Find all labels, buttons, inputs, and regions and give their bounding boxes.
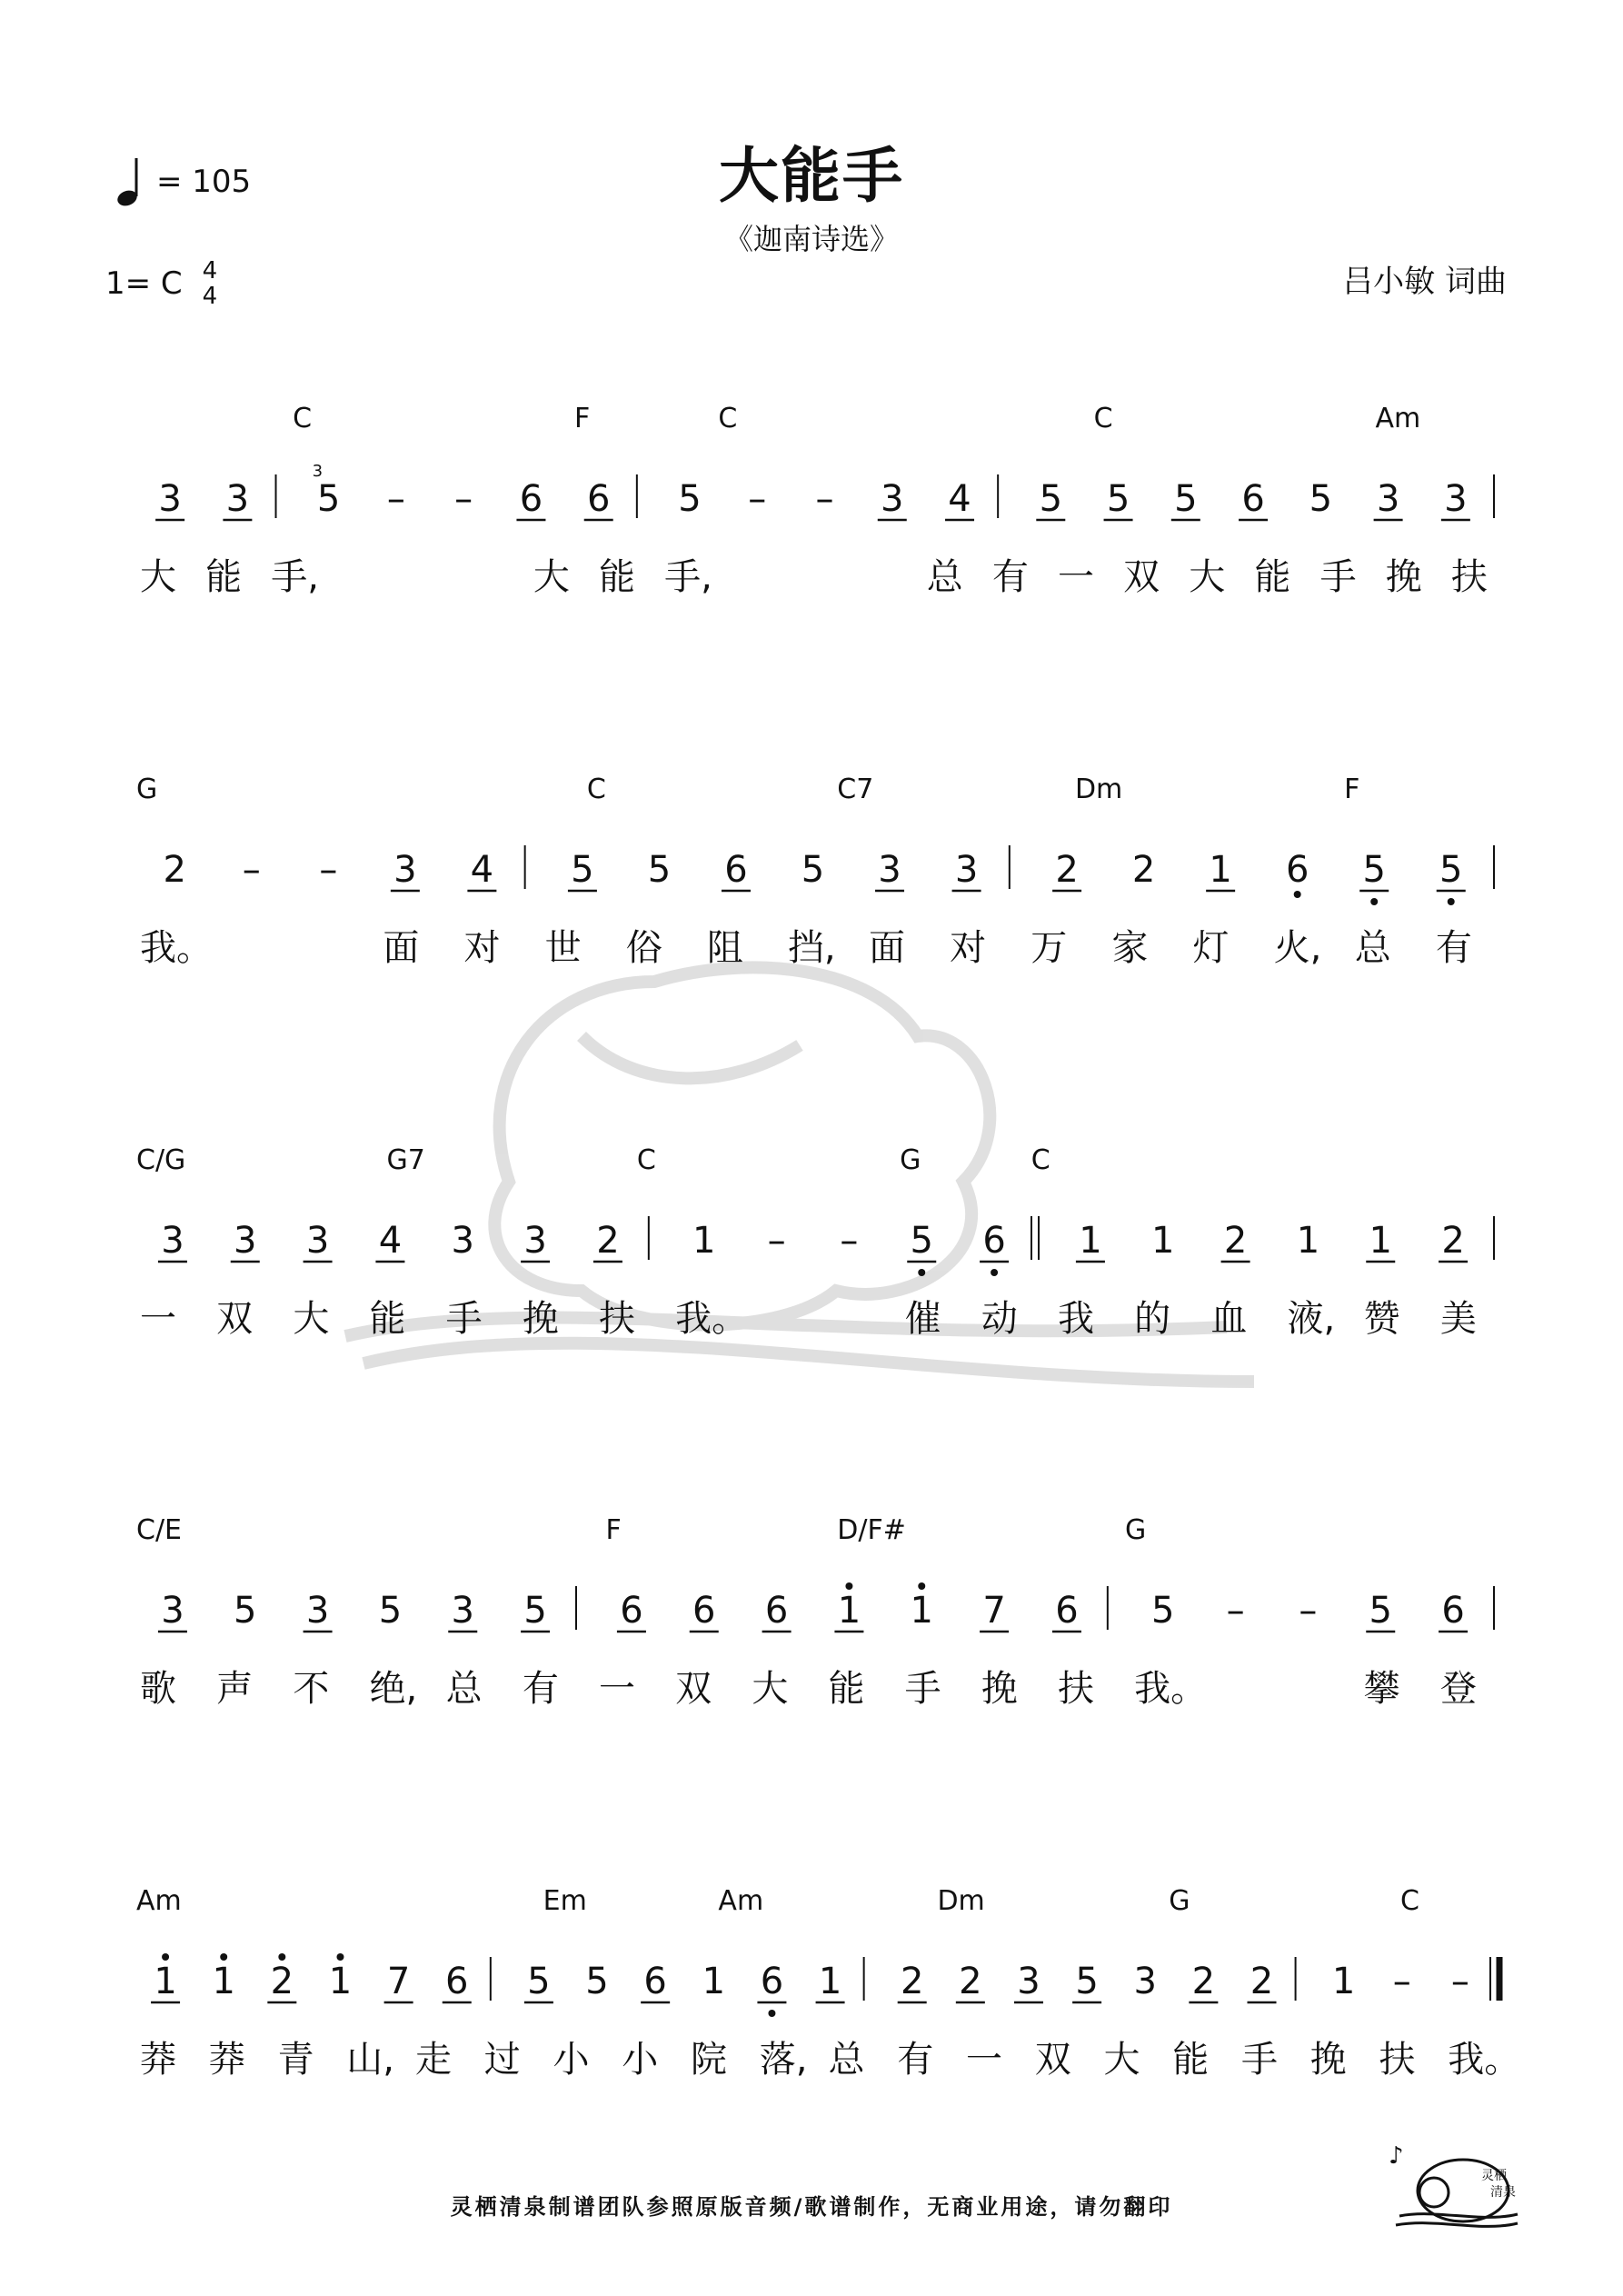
lyric-char: 一	[599, 1668, 635, 1710]
octave-low-dot	[1370, 898, 1378, 905]
chord-symbol: C	[718, 403, 738, 434]
lyric-char: 手	[1241, 2039, 1278, 2081]
note-digit: 5	[801, 849, 825, 891]
chord-symbol: C	[1093, 403, 1113, 434]
note-digit: 6	[1285, 849, 1309, 891]
lyric-char: 挽	[1385, 556, 1422, 598]
time-signature-bottom: 4	[202, 283, 218, 310]
note-digit: 5	[527, 1961, 551, 2002]
lyric-char: 一	[1058, 556, 1094, 598]
note-digit: 5	[1075, 1961, 1099, 2002]
note-digit: 1	[154, 1961, 177, 2002]
lyric-char: 山,	[346, 2039, 394, 2081]
lyric-char: 手,	[664, 556, 712, 598]
note-digit: 4	[948, 478, 971, 520]
dash-extension: –	[386, 478, 405, 520]
chord-symbol: C	[293, 403, 313, 434]
lyric-char: 小	[622, 2039, 659, 2081]
octave-high-dot	[162, 1953, 169, 1961]
note-digit: 6	[692, 1590, 716, 1632]
dash-extension: –	[1392, 1961, 1411, 2002]
octave-low-dot	[768, 2010, 775, 2017]
lyric-char: 扶	[1379, 2039, 1416, 2081]
octave-low-dot	[1294, 891, 1301, 898]
lyric-char: 扶	[599, 1298, 635, 1340]
lyric-char: 大	[533, 556, 570, 598]
note-digit: 3	[1133, 1961, 1157, 2002]
octave-high-dot	[220, 1953, 227, 1961]
octave-low-dot	[991, 1269, 998, 1276]
lyric-char: 歌	[140, 1668, 176, 1710]
note-digit: 2	[900, 1961, 924, 2002]
lyric-char: 一	[140, 1298, 176, 1340]
note-digit: 1	[1079, 1220, 1102, 1262]
note-digit: 5	[1369, 1590, 1392, 1632]
chord-symbol: C	[586, 774, 606, 805]
note-digit: 3	[305, 1590, 330, 1632]
lyric-char: 对	[950, 927, 987, 969]
lyric-char: 的	[1134, 1298, 1171, 1340]
note-digit: 3	[878, 849, 901, 891]
lyric-char: 落,	[759, 2039, 808, 2081]
note-digit: 5	[678, 478, 702, 520]
dash-extension: –	[767, 1220, 786, 1262]
chord-symbol: G	[136, 774, 158, 805]
note-digit: 6	[724, 849, 748, 891]
lyric-char: 扶	[1450, 556, 1488, 598]
lyric-char: 登	[1439, 1668, 1477, 1710]
chord-symbol: G	[1125, 1514, 1147, 1546]
note-digit: 1	[837, 1590, 861, 1632]
lyric-char: 青	[277, 2039, 314, 2081]
lyric-char: 有	[991, 556, 1029, 598]
lyric-char: 催	[904, 1298, 941, 1340]
lyric-char: 对	[463, 927, 501, 969]
lyric-char: 面	[383, 927, 420, 969]
note-digit: 6	[519, 478, 543, 520]
lyric-char: 扶	[1058, 1668, 1094, 1710]
note-digit: 3	[161, 1220, 184, 1262]
chord-symbol: F	[605, 1514, 622, 1546]
lyric-char: 过	[483, 2039, 521, 2081]
lyric-char: 双	[1034, 2039, 1071, 2081]
note-digit: 2	[1441, 1220, 1465, 1262]
note-digit: 3	[1017, 1961, 1041, 2002]
key-label: 1= C	[105, 265, 183, 302]
note-digit: 2	[1055, 849, 1079, 891]
lyric-char: 走	[415, 2039, 452, 2081]
note-digit: 2	[270, 1961, 294, 2002]
note-digit: 5	[1151, 1590, 1175, 1632]
lyric-char: 有	[522, 1668, 559, 1710]
chord-symbol: D/F#	[837, 1514, 906, 1546]
lyric-char: 火,	[1273, 927, 1322, 969]
lyric-char: 能	[1172, 2039, 1210, 2081]
lyric-char: 大	[1189, 556, 1226, 598]
note-digit: 4	[378, 1220, 403, 1262]
note-digit: 7	[386, 1961, 411, 2002]
lyric-char: 家	[1111, 927, 1149, 969]
chord-symbol: C	[1031, 1144, 1050, 1176]
lyric-char: 院	[691, 2039, 727, 2081]
chord-symbol: Dm	[937, 1885, 985, 1917]
logo-icon	[1381, 2136, 1527, 2236]
note-digit: 1	[1296, 1220, 1320, 1262]
lyric-char: 世	[544, 927, 582, 969]
lyric-char: 能	[1254, 556, 1291, 598]
chord-symbol: Am	[136, 1885, 182, 1917]
note-digit: 3	[451, 1220, 474, 1262]
octave-high-dot	[845, 1582, 852, 1590]
note-digit: 3	[1444, 478, 1468, 520]
lyric-char: 动	[981, 1298, 1018, 1340]
footer-note: 灵栖清泉制谱团队参照原版音频/歌谱制作，无商业用途，请勿翻印	[450, 2194, 1173, 2220]
note-digit: 3	[451, 1590, 474, 1632]
note-digit: 1	[328, 1961, 353, 2002]
lyric-char: 挽	[1309, 2039, 1347, 2081]
octave-high-dot	[336, 1953, 344, 1961]
lyric-char: 双	[216, 1298, 254, 1340]
lyric-char: 挽	[522, 1298, 559, 1340]
note-digit: 5	[1039, 478, 1063, 520]
lyric-char: 总	[828, 2039, 865, 2081]
lyric-char: 总	[445, 1668, 483, 1710]
note-digit: 5	[234, 1590, 257, 1632]
composer-credit: 吕小敏 词曲	[1342, 264, 1507, 300]
lyric-char: 大	[752, 1668, 789, 1710]
lyric-char: 声	[216, 1668, 254, 1710]
chord-symbol: Em	[543, 1885, 587, 1917]
lyric-char: 手	[445, 1298, 483, 1340]
note-digit: 2	[1223, 1220, 1248, 1262]
time-signature-top: 4	[202, 257, 218, 285]
lyric-char: 大	[140, 556, 176, 598]
note-digit: 5	[378, 1590, 403, 1632]
svg-text:清泉: 清泉	[1490, 2185, 1516, 2200]
lyric-char: 双	[675, 1668, 712, 1710]
lyric-char: 我。	[140, 927, 213, 969]
note-digit: 3	[393, 849, 417, 891]
song-title: 大能手	[719, 141, 904, 211]
note-digit: 5	[1362, 849, 1386, 891]
note-digit: 1	[1151, 1220, 1175, 1262]
note-digit: 3	[954, 849, 979, 891]
note-digit: 3	[161, 1590, 184, 1632]
octave-high-dot	[918, 1582, 925, 1590]
lyric-char: 大	[1103, 2039, 1140, 2081]
note-digit: 5	[585, 1961, 609, 2002]
note-digit: 2	[1191, 1961, 1216, 2002]
note-digit: 1	[1209, 849, 1232, 891]
dash-extension: –	[840, 1220, 859, 1262]
note-digit: 6	[620, 1590, 643, 1632]
lyric-char: 俗	[625, 927, 662, 969]
note-digit: 3	[234, 1220, 257, 1262]
lyric-char: 一	[966, 2039, 1002, 2081]
note-digit: 2	[959, 1961, 982, 2002]
note-digit: 6	[643, 1961, 667, 2002]
chord-symbol: C	[636, 1144, 656, 1176]
note-digit: 3	[305, 1220, 330, 1262]
note-digit: 5	[1439, 849, 1463, 891]
chord-symbol: C/E	[136, 1514, 183, 1546]
lyric-char: 血	[1210, 1298, 1248, 1340]
lyric-char: 小	[553, 2039, 590, 2081]
lyric-char: 我。	[675, 1298, 749, 1340]
note-digit: 2	[596, 1220, 620, 1262]
note-digit: 1	[702, 1961, 726, 2002]
note-digit: 6	[1055, 1590, 1079, 1632]
note-digit: 6	[982, 1220, 1006, 1262]
chord-symbol: G7	[386, 1144, 425, 1176]
chord-symbol: Am	[1375, 403, 1421, 434]
note-digit: 5	[1106, 478, 1130, 520]
lyric-char: 灯	[1192, 927, 1230, 969]
lyric-char: 攀	[1363, 1668, 1400, 1710]
lyric-char: 总	[1354, 927, 1391, 969]
dash-extension: –	[319, 849, 338, 891]
lyric-char: 绝,	[369, 1668, 418, 1710]
lyric-char: 能	[369, 1298, 406, 1340]
lyric-char: 总	[926, 556, 963, 598]
lyric-char: 美	[1439, 1298, 1477, 1340]
note-digit: 6	[586, 478, 611, 520]
lyric-char: 挡,	[787, 927, 836, 969]
note-digit: 5	[647, 849, 672, 891]
note-digit: 1	[1331, 1961, 1356, 2002]
lyric-char: 手	[1319, 556, 1357, 598]
svg-text:♪: ♪	[1389, 2142, 1404, 2170]
note-digit: 6	[764, 1590, 789, 1632]
note-digit: 5	[316, 478, 341, 520]
note-digit: 2	[163, 849, 186, 891]
note-digit: 3	[881, 478, 904, 520]
dash-extension: –	[242, 849, 261, 891]
song-subtitle: 《迦南诗选》	[723, 222, 899, 256]
chord-symbol: F	[574, 403, 591, 434]
lyric-char: 赞	[1363, 1298, 1400, 1340]
dash-extension: –	[815, 478, 834, 520]
octave-low-dot	[918, 1269, 925, 1276]
dash-extension: –	[748, 478, 767, 520]
lyric-char: 能	[599, 556, 635, 598]
lyric-char: 手	[904, 1668, 941, 1710]
chord-symbol: G	[1169, 1885, 1190, 1917]
tempo-value: = 105	[156, 164, 252, 200]
note-digit: 1	[692, 1220, 716, 1262]
dash-extension: –	[454, 478, 473, 520]
note-digit: 3	[1376, 478, 1400, 520]
lyric-char: 阻	[706, 927, 743, 969]
note-digit: 5	[1174, 478, 1198, 520]
note-digit: 1	[818, 1961, 842, 2002]
dash-extension: –	[1226, 1590, 1245, 1632]
lyric-char: 大	[293, 1298, 330, 1340]
note-digit: 6	[760, 1961, 784, 2002]
chord-symbol: Dm	[1074, 774, 1123, 805]
note-digit: 2	[1250, 1961, 1274, 2002]
note-digit: 1	[212, 1961, 235, 2002]
lyric-char: 面	[869, 927, 906, 969]
note-digit: 6	[1241, 478, 1265, 520]
lyric-char: 莽	[140, 2039, 176, 2081]
note-digit: 4	[470, 849, 494, 891]
note-digit: 5	[1309, 478, 1333, 520]
note-digit: 7	[982, 1590, 1006, 1632]
chord-symbol: C	[1400, 1885, 1419, 1917]
octave-low-dot	[1448, 898, 1455, 905]
lyric-char: 我。	[1448, 2039, 1521, 2081]
note-digit: 6	[1441, 1590, 1465, 1632]
lyric-char: 有	[1435, 927, 1472, 969]
lyric-char: 能	[828, 1668, 865, 1710]
note-digit: 5	[910, 1220, 933, 1262]
dash-extension: –	[1450, 1961, 1469, 2002]
dash-extension: –	[1299, 1590, 1318, 1632]
triplet-mark: 3	[312, 462, 324, 481]
lyric-char: 我	[1058, 1298, 1094, 1340]
octave-high-dot	[278, 1953, 285, 1961]
note-digit: 1	[910, 1590, 933, 1632]
logo-text: 灵栖	[1481, 2169, 1507, 2183]
note-digit: 3	[158, 478, 182, 520]
lyric-char: 手,	[271, 556, 320, 598]
lyric-char: 莽	[208, 2039, 245, 2081]
lyric-char: 能	[205, 556, 243, 598]
note-digit: 3	[523, 1220, 547, 1262]
chord-symbol: G	[900, 1144, 921, 1176]
chord-symbol: C7	[837, 774, 874, 805]
note-digit: 1	[1369, 1220, 1392, 1262]
lyric-char: 有	[897, 2039, 934, 2081]
lyric-char: 液,	[1287, 1298, 1336, 1340]
chord-symbol: C/G	[136, 1144, 186, 1176]
note-digit: 6	[445, 1961, 469, 2002]
note-digit: 5	[523, 1590, 547, 1632]
note-digit: 3	[225, 478, 250, 520]
chord-symbol: F	[1344, 774, 1360, 805]
chord-symbol: Am	[718, 1885, 764, 1917]
note-digit: 5	[571, 849, 594, 891]
lyric-char: 万	[1031, 927, 1068, 969]
lyric-char: 挽	[981, 1668, 1018, 1710]
note-digit: 2	[1131, 849, 1156, 891]
lyric-char: 不	[293, 1668, 330, 1710]
lyric-char: 双	[1123, 556, 1160, 598]
lyric-char: 我。	[1134, 1668, 1208, 1710]
